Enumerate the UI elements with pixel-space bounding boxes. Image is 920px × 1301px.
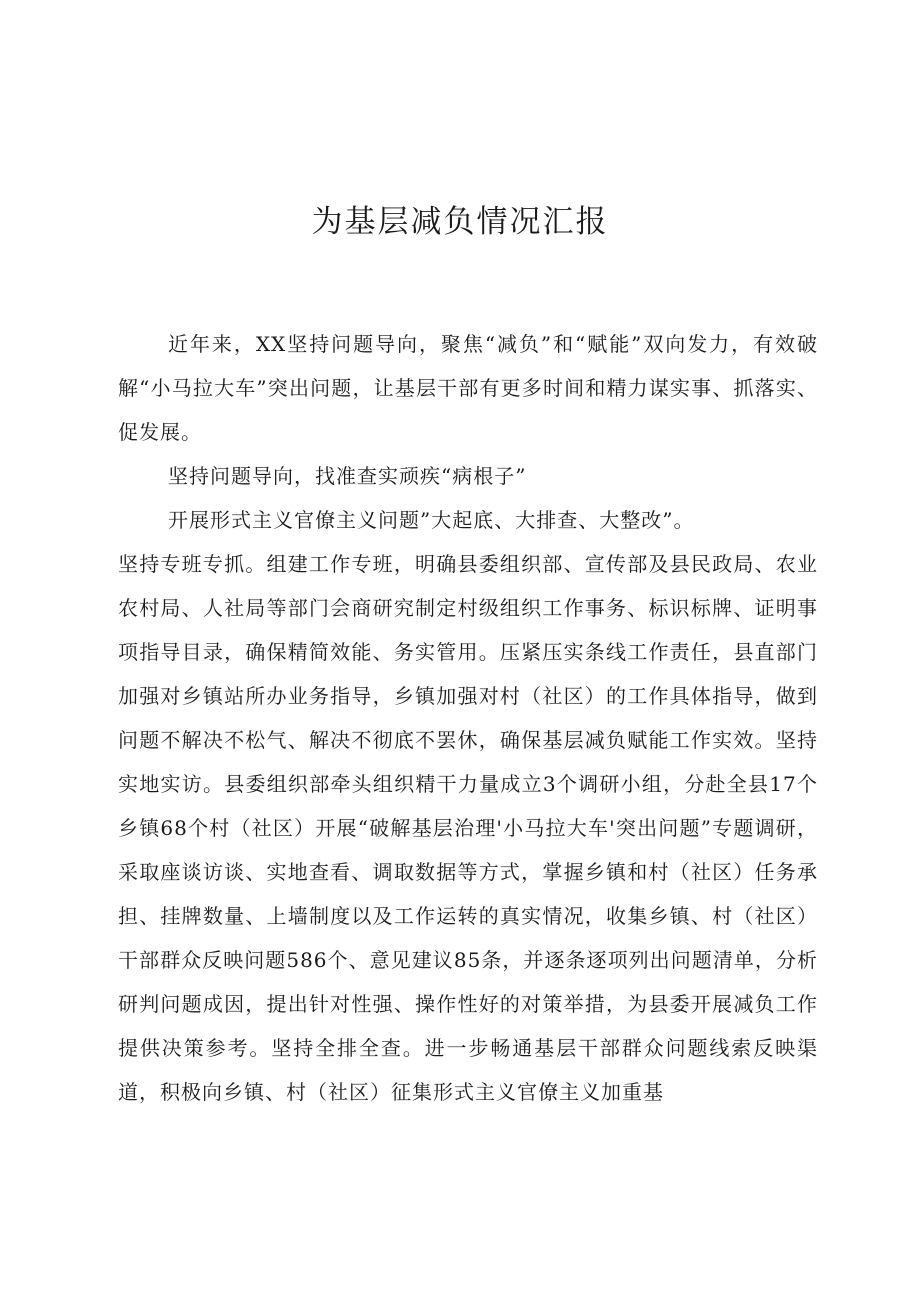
paragraph-intro: 近年来，XX坚持问题导向，聚焦“减负”和“赋能”双向发力，有效破解“小马拉大车”突出问题，让基层干部有更多时间和精力谋实事、抓落实、促发展。 [118,332,818,444]
section-heading: 坚持问题导向，找准查实顽疾“病根子” [168,464,527,488]
document-body [118,322,818,1114]
document-title: 为基层减负情况汇报 [311,204,609,240]
paragraph-main: 坚持专班专抓。组建工作专班，明确县委组织部、宣传部及县民政局、农业农村局、人社局等部门会商研究制定村级组织工作事务、标识标牌、证明事项指导目录，确保精简效能、务实管用。压紧压实条线工作责任，县直部门加强对乡镇站所办业务指导，乡镇加强对村（社区）的工作具体指导，做到问题不解决不松气、解决不彻底不罢休，确保基层减负赋能工作实效。坚持实地实访。县委组织部牵头组织精干力量成立3个调研小组，分赴全县17个乡镇68个村（社区）开展“破解基层治理'小马拉大车'突出问题”专题调研，采取座谈访谈、实地查看、调取数据等方式，掌握乡镇和村（社区）任务承担、挂牌数量、上墙制度以及工作运转的真实情况，收集乡镇、村（社区）干部群众反映问题586个、意见建议85条，并逐条逐项列出问题清单，分析研判问题成因，提出针对性强、操作性好的对策举措，为县委开展减负工作提供决策参考。坚持全排全查。进一步畅通基层干部群众问题线索反映渠道，积极向乡镇、村（社区）征集形式主义官僚主义加重基 [118,552,818,1104]
subsection-heading: 开展形式主义官僚主义问题”大起底、大排查、大整改”。 [168,508,695,532]
